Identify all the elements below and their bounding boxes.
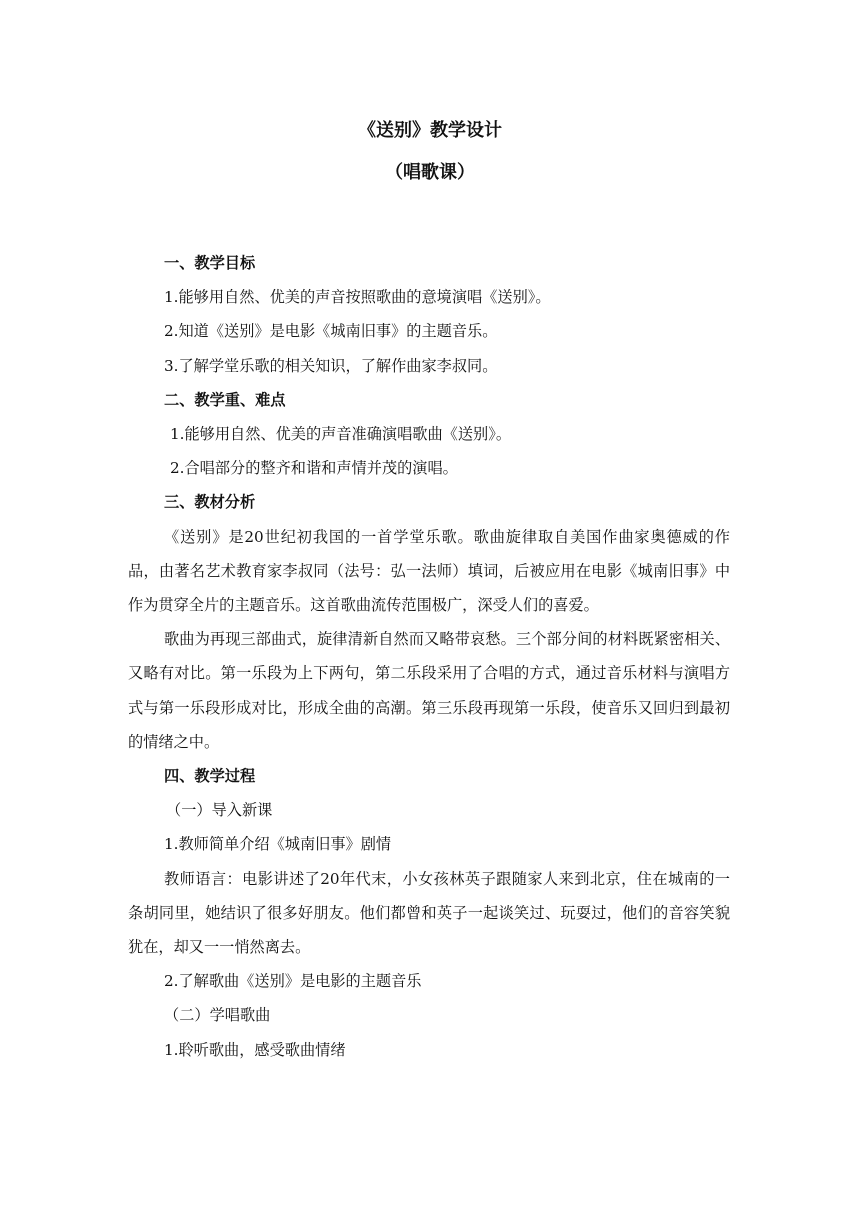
analysis-paragraph: 歌曲为再现三部曲式，旋律清新自然而又略带哀愁。三个部分间的材料既紧密相关、又略有对比。第一乐段为上下两句，第二乐段采用了合唱的方式，通过音乐材料与演唱方式与第一乐段形成对比，形成全曲的高潮。第三乐段再现第一乐段，使音乐又回归到最初的情绪之中。 xyxy=(128,630,730,751)
document-title: 《送别》教学设计 xyxy=(358,120,502,141)
section-heading-goals: 一、教学目标 xyxy=(164,254,256,272)
key-point-item: 2.合唱部分的整齐和谐和声情并茂的演唱。 xyxy=(170,459,458,478)
key-point-item: 1.能够用自然、优美的声音准确演唱歌曲《送别》。 xyxy=(170,425,512,444)
goal-item: 1.能够用自然、优美的声音按照歌曲的意境演唱《送别》。 xyxy=(164,288,551,307)
goal-item: 2.知道《送别》是电影《城南旧事》的主题音乐。 xyxy=(164,322,498,341)
process-step: 1.教师简单介绍《城南旧事》剧情 xyxy=(164,835,392,854)
process-subheading: （二）学唱歌曲 xyxy=(164,1006,271,1025)
section-heading-process: 四、教学过程 xyxy=(164,767,256,786)
analysis-paragraph: 《送别》是20世纪初我国的一首学堂乐歌。歌曲旋律取自美国作曲家奥德威的作品，由著名艺术教育家李叔同（法号：弘一法师）填词，后被应用在电影《城南旧事》中作为贯穿全片的主题音乐。这首歌曲流传范围极广，深受人们的喜爱。 xyxy=(128,527,730,615)
document-body xyxy=(128,246,730,1067)
process-subheading: （一）导入新课 xyxy=(166,801,273,820)
section-heading-key-points: 二、教学重、难点 xyxy=(164,390,286,409)
process-step: 2.了解歌曲《送别》是电影的主题音乐 xyxy=(164,972,422,991)
process-step: 1.聆听歌曲，感受歌曲情绪 xyxy=(164,1040,346,1059)
document-subtitle: （唱歌课） xyxy=(385,162,475,183)
goal-item: 3.了解学堂乐歌的相关知识，了解作曲家李叔同。 xyxy=(164,356,498,375)
section-heading-analysis: 三、教材分析 xyxy=(164,493,256,512)
teacher-speech-paragraph: 教师语言：电影讲述了20年代末，小女孩林英子跟随家人来到北京，住在城南的一条胡同里，她结识了很多好朋友。他们都曾和英子一起谈笑过、玩耍过，他们的音容笑貌犹在，却又一一悄然离去。 xyxy=(128,869,730,957)
